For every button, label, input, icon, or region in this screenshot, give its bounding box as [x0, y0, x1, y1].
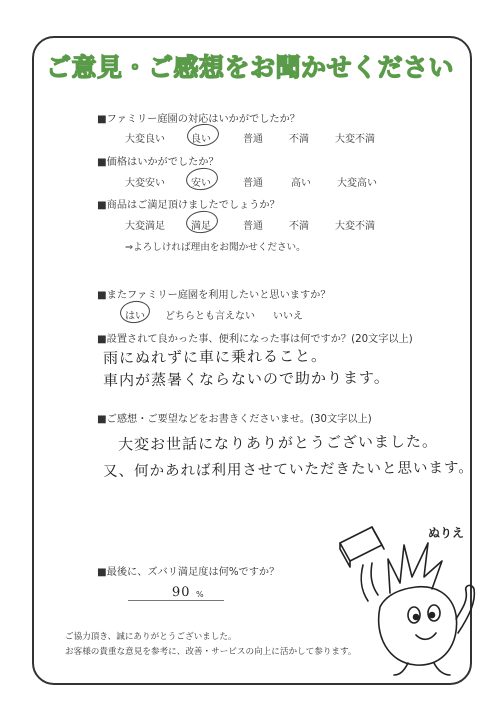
mascot-left-leg: [394, 663, 408, 675]
q3-option-3[interactable]: 普通: [243, 221, 263, 232]
q2-option-4[interactable]: 高い: [291, 178, 311, 189]
q2-option-1[interactable]: 大変安い: [125, 178, 165, 189]
question-3: ■商品はご満足頂けましたでしょうか？: [97, 200, 280, 211]
q3-option-4[interactable]: 不満: [289, 221, 309, 232]
q1-option-5[interactable]: 大変不満: [335, 134, 375, 145]
q2-option-2[interactable]: 安い: [191, 178, 211, 189]
question-4: ■またファミリー庭園を利用したいと思いますか？: [97, 290, 331, 301]
mascot-illustration: [330, 515, 480, 680]
mascot-sign-board: [340, 527, 382, 561]
mascot-label: ぬりえ: [428, 526, 465, 540]
q3-option-5[interactable]: 大変不満: [335, 221, 375, 232]
mascot-right-arm: [456, 585, 474, 633]
q1-option-2[interactable]: 良い: [191, 134, 211, 145]
mascot-raised-arm: [361, 565, 368, 601]
q3-reason-prompt: ⇒よろしければ理由をお聞かせください。: [125, 242, 306, 253]
mascot-body: [379, 587, 457, 665]
footer-message: お客様の貴重な意見を参考に、改善・サービスの向上に活かして参ります。: [65, 647, 357, 657]
q7-answer-unit: %: [196, 590, 204, 599]
mascot-right-leg: [434, 663, 450, 675]
q4-option-3[interactable]: いいえ: [273, 311, 303, 322]
question-1: ■ファミリー庭園の対応はいかがでしたか？: [97, 114, 300, 125]
q4-option-2[interactable]: どちらとも言えない: [165, 311, 255, 322]
question-2: ■価格はいかがでしたか？: [97, 157, 219, 168]
q7-answer-value: 90: [171, 584, 191, 601]
mascot-mouth: [416, 633, 436, 639]
q3-option-2[interactable]: 満足: [191, 221, 211, 232]
question-7: ■最後に、ズバリ満足度は何%ですか？: [97, 567, 280, 578]
q5-answer-line-1: 雨にぬれずに車に乗れること。: [102, 346, 328, 368]
footer-thanks: ご協力頂き、誠にありがとうございました。: [65, 632, 237, 642]
mascot-hair: [388, 543, 442, 593]
q6-answer-line-2: 又、何かあれば利用させていただきたいと思います。: [102, 460, 474, 480]
q1-option-4[interactable]: 不満: [289, 134, 309, 145]
q6-answer-line-1: 大変お世話になりありがとうございました。: [117, 432, 439, 454]
q1-option-3[interactable]: 普通: [243, 134, 263, 145]
q2-option-3[interactable]: 普通: [243, 178, 263, 189]
q5-answer-line-2: 車内が蒸暑くならないので助かります。: [102, 368, 390, 390]
question-6: ■ご感想・ご要望などをお書きくださいませ。(30文字以上): [97, 414, 372, 425]
page-title: ご意見・ご感想をお聞かせください: [45, 53, 454, 82]
q1-option-1[interactable]: 大変良い: [125, 134, 165, 145]
q4-option-1[interactable]: はい: [125, 311, 145, 322]
q7-answer-underline: [128, 600, 224, 601]
q2-option-5[interactable]: 大変高い: [337, 178, 377, 189]
question-5: ■設置されて良かった事、便利になった事は何ですか？(20文字以上): [97, 334, 413, 345]
q3-option-1[interactable]: 大変満足: [125, 221, 165, 232]
